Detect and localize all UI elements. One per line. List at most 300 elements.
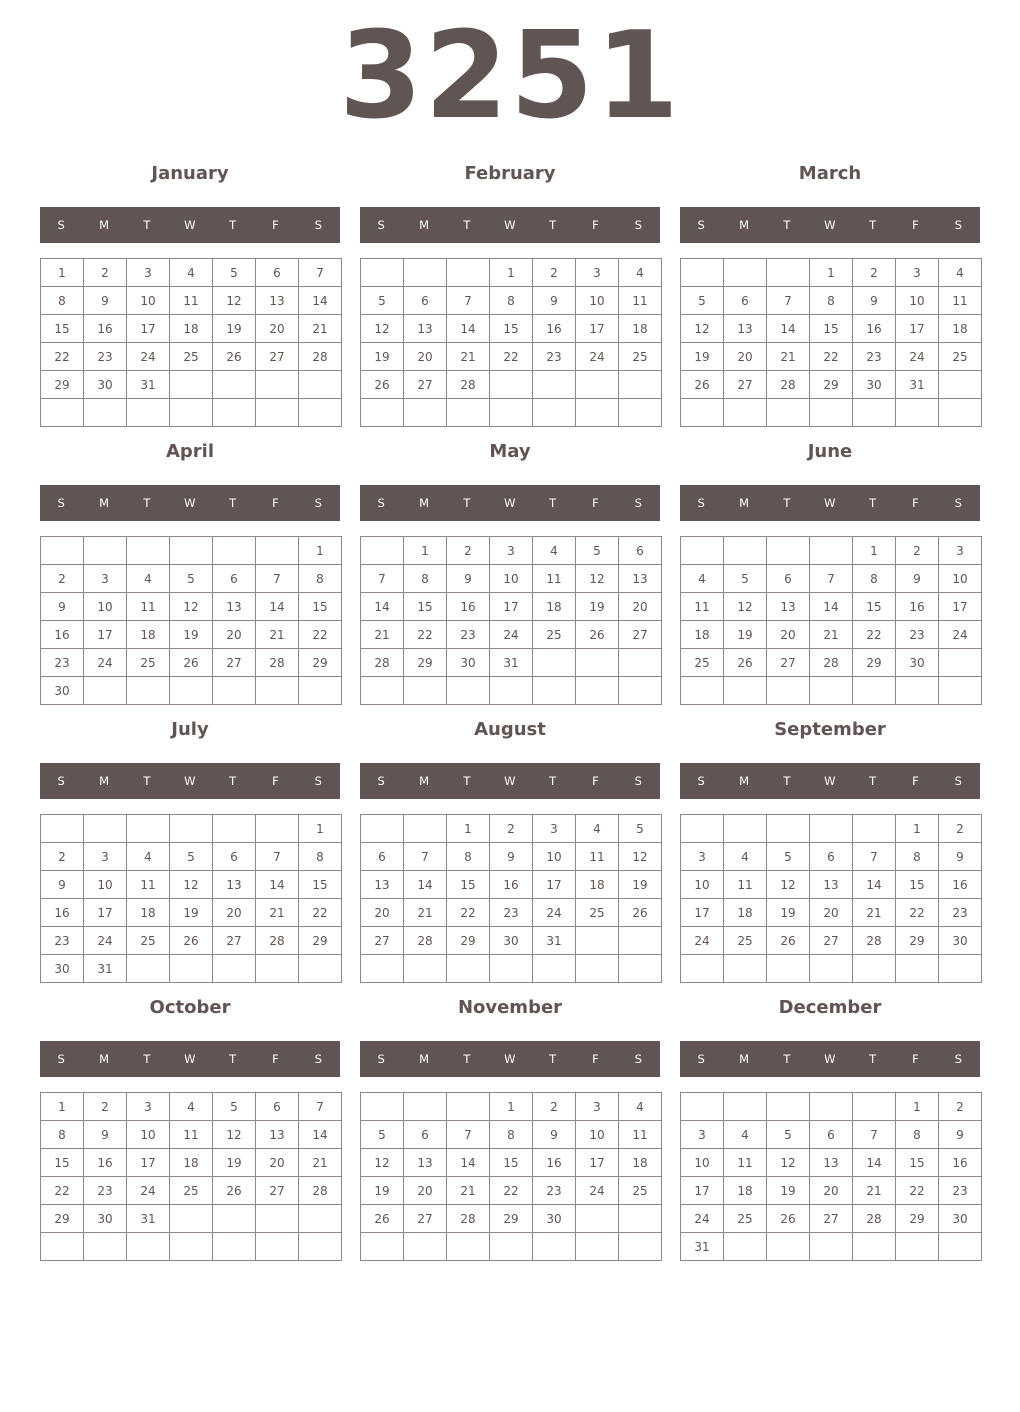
- day-cell: 15: [490, 315, 533, 343]
- day-cell: 19: [619, 871, 662, 899]
- day-cell: 15: [853, 593, 896, 621]
- day-cell: 1: [299, 537, 342, 565]
- empty-day-cell: [127, 399, 170, 427]
- day-cell: 6: [810, 1121, 853, 1149]
- week-row: [361, 1121, 662, 1149]
- day-cell: 9: [533, 1121, 576, 1149]
- day-cell: 28: [853, 1205, 896, 1233]
- day-cell: 17: [939, 593, 982, 621]
- day-cell: 10: [490, 565, 533, 593]
- day-grid: [680, 536, 982, 705]
- day-cell: 26: [576, 621, 619, 649]
- weekday-label: T: [783, 774, 791, 788]
- day-cell: 10: [127, 1121, 170, 1149]
- day-cell: 19: [576, 593, 619, 621]
- day-cell: 20: [256, 1149, 299, 1177]
- empty-day-cell: [84, 677, 127, 705]
- day-cell: 26: [767, 927, 810, 955]
- week-row: [361, 537, 662, 565]
- week-row: [361, 1205, 662, 1233]
- day-cell: 27: [404, 371, 447, 399]
- day-cell: 3: [84, 843, 127, 871]
- day-cell: 4: [724, 1121, 767, 1149]
- day-cell: 1: [853, 537, 896, 565]
- month-name: September: [774, 719, 886, 740]
- day-cell: 6: [256, 259, 299, 287]
- day-cell: 17: [533, 871, 576, 899]
- day-cell: 13: [256, 1121, 299, 1149]
- empty-day-cell: [767, 955, 810, 983]
- day-grid: [680, 1092, 982, 1261]
- empty-day-cell: [213, 815, 256, 843]
- day-cell: 2: [939, 1093, 982, 1121]
- day-cell: 24: [576, 343, 619, 371]
- day-cell: 10: [681, 871, 724, 899]
- day-cell: 21: [853, 899, 896, 927]
- day-cell: 13: [213, 593, 256, 621]
- day-cell: 27: [810, 1205, 853, 1233]
- day-cell: 3: [681, 843, 724, 871]
- day-cell: 19: [361, 1177, 404, 1205]
- empty-day-cell: [361, 955, 404, 983]
- weekday-label: M: [99, 1052, 110, 1066]
- day-grid: [680, 814, 982, 983]
- empty-day-cell: [681, 815, 724, 843]
- weekday-label: T: [549, 218, 557, 232]
- day-cell: 23: [853, 343, 896, 371]
- day-cell: 21: [447, 1177, 490, 1205]
- week-row: [681, 537, 982, 565]
- day-cell: 6: [404, 287, 447, 315]
- day-cell: 6: [213, 565, 256, 593]
- day-cell: 2: [84, 1093, 127, 1121]
- day-cell: 20: [767, 621, 810, 649]
- weekday-label: S: [697, 774, 706, 788]
- day-cell: 4: [724, 843, 767, 871]
- empty-day-cell: [619, 1205, 662, 1233]
- day-cell: 30: [84, 1205, 127, 1233]
- day-grid: [40, 814, 342, 983]
- year-title: 3251: [339, 7, 681, 146]
- week-row: [681, 371, 982, 399]
- day-cell: 11: [533, 565, 576, 593]
- weekday-label: S: [697, 1052, 706, 1066]
- day-cell: 28: [447, 371, 490, 399]
- day-cell: 17: [490, 593, 533, 621]
- day-cell: 22: [299, 621, 342, 649]
- day-cell: 8: [896, 843, 939, 871]
- empty-day-cell: [853, 399, 896, 427]
- week-row: [361, 593, 662, 621]
- day-grid: [680, 258, 982, 427]
- day-cell: 14: [853, 1149, 896, 1177]
- empty-day-cell: [896, 399, 939, 427]
- empty-day-cell: [724, 815, 767, 843]
- weekday-label: T: [229, 1052, 237, 1066]
- weekday-label: T: [463, 1052, 471, 1066]
- day-cell: 8: [896, 1121, 939, 1149]
- day-cell: 4: [619, 259, 662, 287]
- day-cell: 20: [404, 1177, 447, 1205]
- day-cell: 19: [361, 343, 404, 371]
- week-row: [361, 677, 662, 705]
- empty-day-cell: [810, 1093, 853, 1121]
- weekday-label: S: [314, 774, 323, 788]
- day-cell: 25: [170, 1177, 213, 1205]
- weekday-label: T: [229, 774, 237, 788]
- day-cell: 5: [767, 843, 810, 871]
- weekday-label: S: [57, 1052, 66, 1066]
- month-name: August: [474, 719, 546, 740]
- day-cell: 21: [256, 899, 299, 927]
- empty-day-cell: [939, 677, 982, 705]
- empty-day-cell: [767, 815, 810, 843]
- day-cell: 22: [404, 621, 447, 649]
- day-cell: 4: [170, 1093, 213, 1121]
- day-cell: 31: [84, 955, 127, 983]
- day-cell: 23: [533, 1177, 576, 1205]
- week-row: [361, 565, 662, 593]
- day-cell: 13: [404, 1149, 447, 1177]
- weekday-label: S: [377, 1052, 386, 1066]
- day-cell: 26: [619, 899, 662, 927]
- weekday-label: S: [697, 496, 706, 510]
- empty-day-cell: [299, 677, 342, 705]
- day-cell: 5: [361, 1121, 404, 1149]
- empty-day-cell: [576, 1205, 619, 1233]
- day-cell: 12: [681, 315, 724, 343]
- day-cell: 7: [299, 259, 342, 287]
- day-cell: 4: [576, 815, 619, 843]
- day-cell: 28: [299, 1177, 342, 1205]
- weekday-label: T: [143, 774, 151, 788]
- empty-day-cell: [361, 537, 404, 565]
- day-cell: 23: [490, 899, 533, 927]
- empty-day-cell: [810, 399, 853, 427]
- week-row: [361, 1149, 662, 1177]
- day-cell: 2: [447, 537, 490, 565]
- day-grid: [360, 536, 662, 705]
- week-row: [41, 899, 342, 927]
- day-cell: 7: [810, 565, 853, 593]
- empty-day-cell: [256, 1205, 299, 1233]
- weekday-label: W: [184, 1052, 196, 1066]
- day-cell: 5: [213, 259, 256, 287]
- day-cell: 12: [170, 593, 213, 621]
- day-cell: 5: [170, 565, 213, 593]
- weekday-header: [360, 207, 660, 243]
- day-cell: 9: [533, 287, 576, 315]
- day-cell: 31: [127, 371, 170, 399]
- day-cell: 9: [41, 871, 84, 899]
- empty-day-cell: [490, 677, 533, 705]
- day-cell: 31: [896, 371, 939, 399]
- day-cell: 22: [447, 899, 490, 927]
- weekday-header: [680, 485, 980, 521]
- week-row: [41, 1177, 342, 1205]
- day-cell: 23: [939, 1177, 982, 1205]
- day-cell: 3: [939, 537, 982, 565]
- week-row: [681, 1093, 982, 1121]
- day-cell: 1: [490, 259, 533, 287]
- empty-day-cell: [724, 677, 767, 705]
- empty-day-cell: [404, 399, 447, 427]
- weekday-label: F: [912, 1052, 920, 1066]
- day-cell: 29: [896, 1205, 939, 1233]
- day-cell: 17: [681, 1177, 724, 1205]
- day-cell: 3: [681, 1121, 724, 1149]
- day-cell: 1: [447, 815, 490, 843]
- empty-day-cell: [404, 955, 447, 983]
- day-cell: 11: [170, 1121, 213, 1149]
- empty-day-cell: [724, 537, 767, 565]
- day-cell: 16: [896, 593, 939, 621]
- day-cell: 2: [939, 815, 982, 843]
- empty-day-cell: [619, 955, 662, 983]
- day-cell: 8: [810, 287, 853, 315]
- empty-day-cell: [361, 815, 404, 843]
- day-cell: 25: [127, 649, 170, 677]
- weekday-header: [680, 207, 980, 243]
- day-cell: 19: [681, 343, 724, 371]
- empty-day-cell: [404, 815, 447, 843]
- empty-day-cell: [576, 677, 619, 705]
- weekday-label: M: [739, 1052, 750, 1066]
- day-cell: 29: [299, 927, 342, 955]
- day-cell: 21: [767, 343, 810, 371]
- day-grid: [40, 1092, 342, 1261]
- weekday-header: [40, 1041, 340, 1077]
- empty-day-cell: [361, 399, 404, 427]
- day-cell: 5: [576, 537, 619, 565]
- empty-day-cell: [619, 677, 662, 705]
- empty-day-cell: [256, 677, 299, 705]
- empty-day-cell: [404, 677, 447, 705]
- day-cell: 20: [810, 1177, 853, 1205]
- day-cell: 17: [84, 899, 127, 927]
- day-cell: 23: [84, 1177, 127, 1205]
- day-cell: 9: [939, 843, 982, 871]
- empty-day-cell: [724, 1093, 767, 1121]
- day-cell: 7: [447, 1121, 490, 1149]
- day-cell: 16: [533, 1149, 576, 1177]
- day-cell: 7: [256, 565, 299, 593]
- day-cell: 9: [447, 565, 490, 593]
- week-row: [681, 899, 982, 927]
- day-grid: [360, 1092, 662, 1261]
- month-name: October: [149, 997, 231, 1018]
- day-cell: 3: [84, 565, 127, 593]
- week-row: [681, 399, 982, 427]
- day-cell: 21: [810, 621, 853, 649]
- day-cell: 1: [896, 1093, 939, 1121]
- empty-day-cell: [490, 371, 533, 399]
- weekday-header: [360, 485, 660, 521]
- weekday-label: W: [824, 218, 836, 232]
- day-cell: 13: [810, 871, 853, 899]
- day-cell: 7: [853, 1121, 896, 1149]
- empty-day-cell: [533, 649, 576, 677]
- day-cell: 11: [724, 1149, 767, 1177]
- weekday-label: S: [377, 218, 386, 232]
- day-cell: 4: [170, 259, 213, 287]
- day-cell: 9: [490, 843, 533, 871]
- empty-day-cell: [533, 399, 576, 427]
- day-cell: 24: [681, 1205, 724, 1233]
- empty-day-cell: [404, 1233, 447, 1261]
- day-cell: 9: [84, 287, 127, 315]
- day-cell: 14: [361, 593, 404, 621]
- day-cell: 13: [213, 871, 256, 899]
- day-cell: 3: [127, 259, 170, 287]
- empty-day-cell: [127, 815, 170, 843]
- empty-day-cell: [490, 399, 533, 427]
- day-cell: 18: [170, 315, 213, 343]
- day-cell: 12: [213, 287, 256, 315]
- day-cell: 15: [896, 1149, 939, 1177]
- day-cell: 20: [404, 343, 447, 371]
- month-name: June: [807, 441, 853, 462]
- empty-day-cell: [939, 649, 982, 677]
- weekday-label: M: [739, 774, 750, 788]
- day-cell: 15: [896, 871, 939, 899]
- weekday-label: W: [504, 774, 516, 788]
- weekday-label: F: [912, 218, 920, 232]
- empty-day-cell: [41, 815, 84, 843]
- empty-day-cell: [576, 399, 619, 427]
- week-row: [361, 343, 662, 371]
- day-cell: 20: [256, 315, 299, 343]
- day-cell: 14: [299, 287, 342, 315]
- day-cell: 4: [127, 843, 170, 871]
- weekday-label: M: [99, 218, 110, 232]
- day-cell: 25: [619, 343, 662, 371]
- day-cell: 17: [127, 1149, 170, 1177]
- week-row: [41, 927, 342, 955]
- weekday-label: F: [912, 496, 920, 510]
- weekday-label: F: [272, 1052, 280, 1066]
- empty-day-cell: [170, 537, 213, 565]
- month-name: May: [489, 441, 531, 462]
- weekday-label: T: [229, 496, 237, 510]
- weekday-header: [40, 763, 340, 799]
- day-cell: 23: [939, 899, 982, 927]
- week-row: [361, 843, 662, 871]
- day-cell: 13: [404, 315, 447, 343]
- week-row: [41, 287, 342, 315]
- weekday-label: T: [549, 774, 557, 788]
- day-cell: 11: [127, 593, 170, 621]
- day-cell: 30: [853, 371, 896, 399]
- weekday-label: W: [824, 1052, 836, 1066]
- empty-day-cell: [810, 537, 853, 565]
- empty-day-cell: [810, 955, 853, 983]
- empty-day-cell: [127, 677, 170, 705]
- empty-day-cell: [213, 1205, 256, 1233]
- empty-day-cell: [213, 677, 256, 705]
- empty-day-cell: [170, 815, 213, 843]
- empty-day-cell: [256, 399, 299, 427]
- day-cell: 12: [361, 1149, 404, 1177]
- day-cell: 24: [127, 343, 170, 371]
- day-cell: 15: [41, 315, 84, 343]
- empty-day-cell: [256, 1233, 299, 1261]
- week-row: [361, 621, 662, 649]
- week-row: [41, 565, 342, 593]
- week-row: [681, 593, 982, 621]
- day-cell: 8: [41, 1121, 84, 1149]
- day-cell: 12: [724, 593, 767, 621]
- day-cell: 6: [361, 843, 404, 871]
- month-name: January: [151, 163, 229, 184]
- day-cell: 18: [127, 621, 170, 649]
- day-cell: 9: [853, 287, 896, 315]
- week-row: [41, 1149, 342, 1177]
- day-cell: 13: [619, 565, 662, 593]
- day-cell: 10: [576, 1121, 619, 1149]
- day-cell: 16: [84, 315, 127, 343]
- empty-day-cell: [853, 815, 896, 843]
- day-cell: 10: [533, 843, 576, 871]
- day-cell: 27: [256, 1177, 299, 1205]
- empty-day-cell: [84, 815, 127, 843]
- day-cell: 28: [810, 649, 853, 677]
- empty-day-cell: [404, 1093, 447, 1121]
- week-row: [361, 1093, 662, 1121]
- day-cell: 2: [853, 259, 896, 287]
- day-cell: 18: [724, 899, 767, 927]
- day-cell: 14: [767, 315, 810, 343]
- weekday-label: T: [143, 496, 151, 510]
- day-cell: 13: [724, 315, 767, 343]
- weekday-header: [360, 1041, 660, 1077]
- day-cell: 14: [853, 871, 896, 899]
- week-row: [681, 1177, 982, 1205]
- day-cell: 12: [576, 565, 619, 593]
- day-cell: 5: [170, 843, 213, 871]
- week-row: [41, 1233, 342, 1261]
- empty-day-cell: [896, 955, 939, 983]
- day-cell: 19: [170, 899, 213, 927]
- day-cell: 13: [256, 287, 299, 315]
- day-cell: 23: [447, 621, 490, 649]
- weekday-label: F: [912, 774, 920, 788]
- day-cell: 4: [619, 1093, 662, 1121]
- empty-day-cell: [490, 1233, 533, 1261]
- empty-day-cell: [576, 1233, 619, 1261]
- day-cell: 3: [576, 259, 619, 287]
- week-row: [41, 593, 342, 621]
- day-cell: 13: [767, 593, 810, 621]
- empty-day-cell: [361, 259, 404, 287]
- day-cell: 3: [127, 1093, 170, 1121]
- empty-day-cell: [299, 1233, 342, 1261]
- empty-day-cell: [681, 537, 724, 565]
- day-grid: [360, 814, 662, 983]
- weekday-label: S: [377, 496, 386, 510]
- day-cell: 9: [939, 1121, 982, 1149]
- day-cell: 2: [533, 1093, 576, 1121]
- week-row: [41, 955, 342, 983]
- day-cell: 28: [767, 371, 810, 399]
- week-row: [681, 259, 982, 287]
- day-cell: 21: [447, 343, 490, 371]
- weekday-header: [680, 763, 980, 799]
- day-cell: 11: [619, 1121, 662, 1149]
- weekday-label: S: [634, 1052, 643, 1066]
- weekday-label: M: [99, 496, 110, 510]
- day-cell: 7: [404, 843, 447, 871]
